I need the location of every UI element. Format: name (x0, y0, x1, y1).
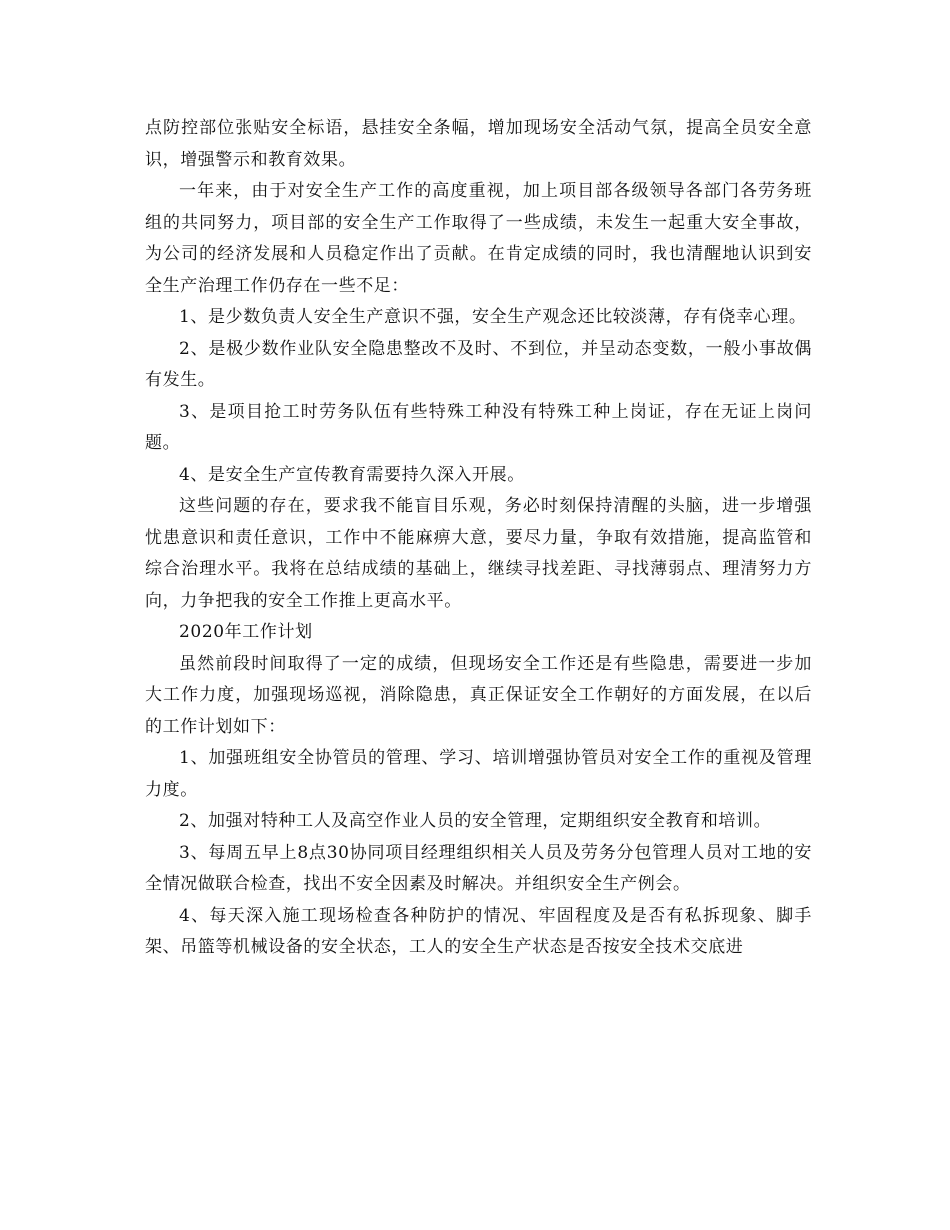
document-body (145, 113, 812, 964)
list-item: 3、每周五早上8点30协同项目经理组织相关人员及劳务分包管理人员对工地的安全情况做联合检查，找出不安全因素及时解决。并组织安全生产例会。 (145, 842, 812, 894)
paragraph: 一年来，由于对安全生产工作的高度重视，加上项目部各级领导各部门各劳务班组的共同努力，项目部的安全生产工作取得了一些成绩，未发生一起重大安全事故，为公司的经济发展和人员稳定作出了贡献。在肯定成绩的同时，我也清醒地认识到安全生产治理工作仍存在一些不足： (145, 181, 812, 296)
paragraph: 虽然前段时间取得了一定的成绩，但现场安全工作还是有些隐患，需要进一步加大工作力度，加强现场巡视，消除隐患，真正保证安全工作朝好的方面发展，在以后的工作计划如下： (145, 653, 812, 737)
list-item: 3、是项目抢工时劳务队伍有些特殊工种没有特殊工种上岗证，存在无证上岗问题。 (145, 401, 812, 453)
list-item: 1、是少数负责人安全生产意识不强，安全生产观念还比较淡薄，存有侥幸心理。 (179, 307, 807, 327)
list-item: 4、每天深入施工现场检查各种防护的情况、牢固程度及是否有私拆现象、脚手架、吊篮等机械设备的安全状态，工人的安全生产状态是否按安全技术交底进 (145, 905, 812, 957)
list-item: 2、加强对特种工人及高空作业人员的安全管理，定期组织安全教育和培训。 (179, 811, 772, 831)
list-item: 2、是极少数作业队安全隐患整改不及时、不到位，并呈动态变数，一般小事故偶有发生。 (145, 338, 812, 390)
list-item: 4、是安全生产宣传教育需要持久深入开展。 (179, 464, 525, 485)
list-item: 1、加强班组安全协管员的管理、学习、培训增强协管员对安全工作的重视及管理力度。 (145, 748, 812, 800)
paragraph: 这些问题的存在，要求我不能盲目乐观，务必时刻保持清醒的头脑，进一步增强忧患意识和责任意识，工作中不能麻痹大意，要尽力量，争取有效措施，提高监管和综合治理水平。我将在总结成绩的基础上，继续寻找差距、寻找薄弱点、理清努力方向，力争把我的安全工作推上更高水平。 (145, 496, 812, 611)
section-heading: 2020年工作计划 (179, 622, 313, 642)
paragraph: 点防控部位张贴安全标语，悬挂安全条幅，增加现场安全活动气氛，提高全员安全意识，增强警示和教育效果。 (145, 118, 812, 170)
